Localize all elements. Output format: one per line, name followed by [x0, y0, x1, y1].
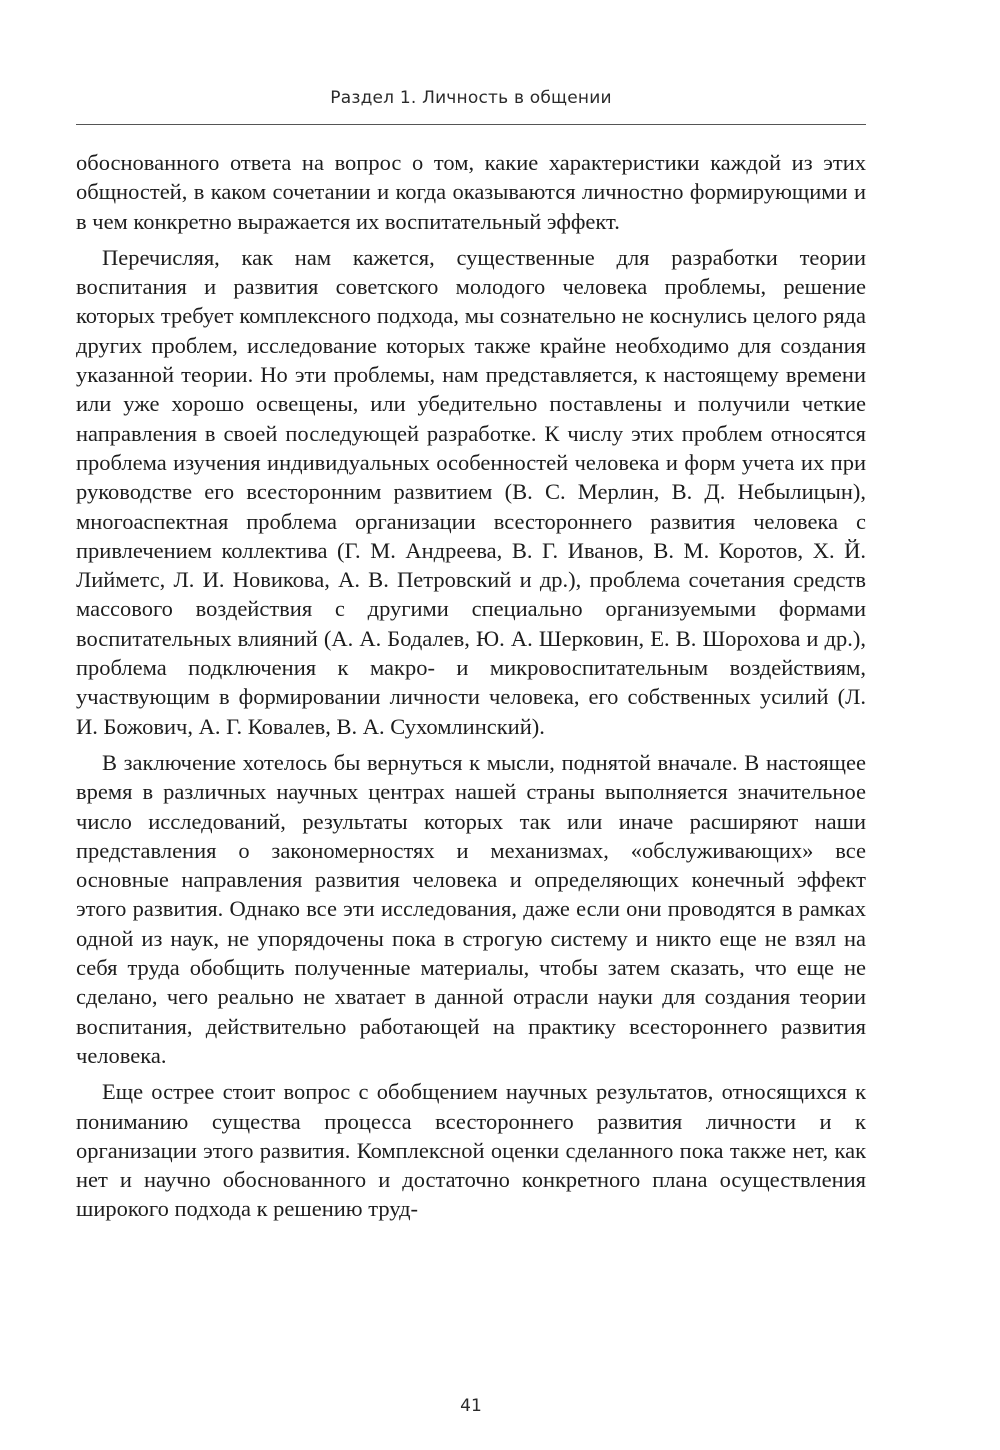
paragraph-continuation: обоснованного ответа на вопрос о том, какие характеристики каждой из этих общностей, в каком сочетании и когда оказываются личностно формирующими и в чем конкретно выражается их воспитательный эффект. [76, 150, 866, 234]
page-number: 41 [460, 1396, 482, 1416]
paragraph: Еще острее стоит вопрос с обобщением научных результатов, относящихся к пониманию существа процесса всестороннего развития личности и к организации этого развития. Комплексной оценки сделанного пока также нет, как нет и научно обоснованного и достаточно конкретного плана осуществления широкого подхода к решению труд- [76, 1079, 866, 1222]
header-rule [76, 124, 866, 125]
running-head: Раздел 1. Личность в общении [330, 88, 612, 108]
paragraph: Перечисляя, как нам кажется, существенные для разработки теории воспитания и развития советского молодого человека проблемы, решение которых требует комплексного подхода, мы сознательно не коснулись целого ряда других проблем, исследование которых также крайне необходимо для создания указанной теории. Но эти проблемы, нам представляется, к настоящему времени или уже хорошо освещены, или убедительно поставлены и получили четкие направления в своей последующей разработке. К числу этих проблем относятся проблема изучения индивидуальных особенностей человека и форм учета их при руководстве его всесторонним развитием (В. С. Мерлин, В. Д. Небылицын), многоаспектная проблема организации всестороннего развития человека с привлечением коллектива (Г. М. Андреева, В. Г. Иванов, В. М. Коротов, Х. Й. Лийметс, Л. И. Новикова, А. В. Петровский и др.), проблема сочетания средств массового воздействия с другими специально организуемыми формами воспитательных влияний (А. А. Бодалев, Ю. А. Шерковин, Е. В. Шорохова и др.), проблема подключения к макро- и микровоспитательным воздействиям, участвующим в формировании личности человека, его собственных усилий (Л. И. Божович, А. Г. Ковалев, В. А. Сухомлинский). [76, 244, 866, 739]
paragraph: В заключение хотелось бы вернуться к мысли, поднятой вначале. В настоящее время в различных научных центрах нашей страны выполняется значительное число исследований, результаты которых так или иначе расширяют наши представления о закономерностях и механизмах, «обслуживающих» все основные направления развития человека и определяющих конечный эффект этого развития. Однако все эти исследования, даже если они проводятся в рамках одной из наук, не упорядочены пока в строгую систему и никто еще не взял на себя труда обобщить полученные материалы, чтобы затем сказать, что еще не сделано, чего реально не хватает в данной отрасли науки для создания теории воспитания, действительно работающей на практику всестороннего развития человека. [76, 749, 866, 1068]
body-text [76, 148, 866, 1224]
